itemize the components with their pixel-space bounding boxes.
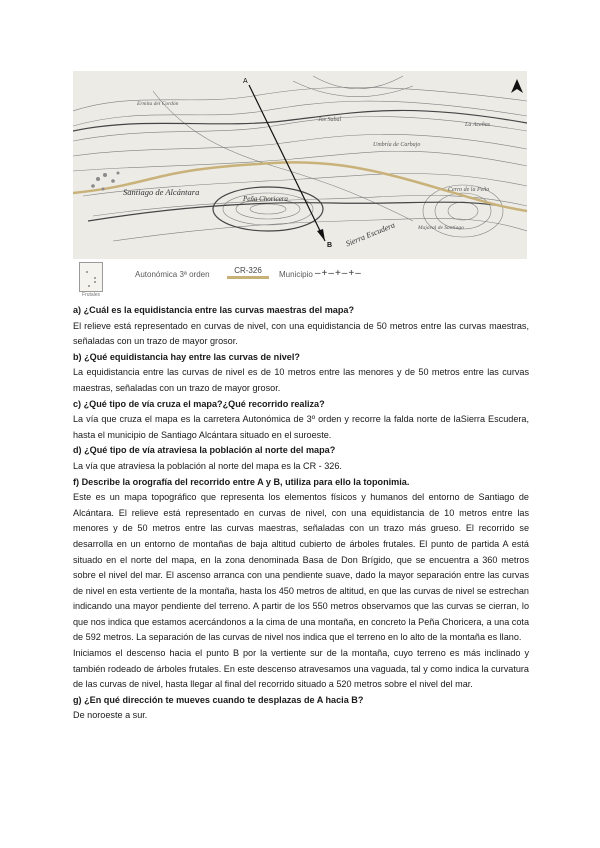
question-d: d) ¿Qué tipo de vía atraviesa la población al norte del mapa? <box>73 445 336 456</box>
answer-g: De noroeste a sur. <box>73 710 148 721</box>
autonomica-label: Autonómica 3ª orden <box>135 270 210 279</box>
question-f: f) Describe la orografía del recorrido entre A y B, utiliza para ello la toponimia. <box>73 476 410 487</box>
municipio-symbol: –+–+–+– <box>315 268 362 279</box>
answer-a: El relieve está representado en curvas de nivel, con una equidistancia de 50 metros entre las curvas maestras, señaladas con un trazo de mayor grosor. <box>73 320 529 347</box>
map-small-label: Ermita del Cordón <box>137 101 179 107</box>
pena-label: Peña Choricera <box>243 195 288 203</box>
sierra-label: Sierra Escudera <box>344 220 397 249</box>
question-b: b) ¿Qué equidistancia hay entre las curvas de nivel? <box>73 351 300 362</box>
map-small-label: Majaval de Santiago <box>418 225 464 231</box>
answer-f-paragraph-2: Iniciamos el descenso hacia el punto B por la vertiente sur de la montaña, cuyo terreno es más inclinado y también rodeado de árboles frutales. En este descenso atravesamos una vaguada, tal y como indica la curvatura de las curvas de nivel, hasta llegar al final del recorrido situado a 520 metros sobre el nivel del mar. <box>73 648 529 690</box>
map-small-label: Cerro de la Peña <box>448 187 490 193</box>
topographic-map <box>73 71 527 259</box>
answer-f-paragraph-1: Este es un mapa topográfico que representa los elementos físicos y humanos del entorno de Santiago de Alcántara. El relieve está representado en curvas de nivel, con una equidistancia de 10 metros entre las menores y de 50 metros entre las curvas maestras, señaladas con un trazo más grueso. El recorrido se desarrolla en un entorno de montañas de baja altitud cubierto de árboles frutales. El punto de partida A está situado en el norte del mapa, en la zona denominada Basa de Don Brígido, que se encuentra a 360 metros sobre el nivel del mar. El ascenso arranca con una pendiente suave, dado la mayor separación entre las curvas de nivel en esta vertiente de la montaña, hasta los 450 metros de altitud, en que las curvas de nivel se estrechan indicando una mayor pendiente del terreno. A partir de los 550 metros observamos que las curvas se cierran, lo que nos indica que estamos acercándonos a la cima de una montaña, en concreto la Peña Choricera, a una cota de 592 metros. La separación de las curvas de nivel nos indica que el terreno en lo alto de la montaña es llano. <box>73 492 529 643</box>
map-small-label: Umbría de Carbajo <box>373 142 421 148</box>
answer-d: La vía que atraviesa la población al norte del mapa es la CR - 326. <box>73 460 342 471</box>
question-a: a) ¿Cuál es la equidistancia entre las curvas maestras del mapa? <box>73 305 355 315</box>
question-c: c) ¿Qué tipo de vía cruza el mapa?¿Qué recorrido realiza? <box>73 398 325 409</box>
answer-b: La equidistancia entre las curvas de nivel es de 10 metros entre las menores y de 50 metros entre las curvas maestras, señaladas con un trazo de mayor grosor. <box>73 367 529 393</box>
point-a-label: A <box>243 78 248 85</box>
town-label: Santiago de Alcántara <box>123 187 200 197</box>
point-b-label: B <box>327 242 333 249</box>
municipio-label: Municipio <box>279 270 313 279</box>
answer-c: La vía que cruza el mapa es la carretera Autonómica de 3º orden y recorre la falda norte de laSierra Escudera, hasta el municipio de Santiago Alcántara situado en el suroeste. <box>73 414 529 440</box>
map-drawing <box>73 71 527 259</box>
frutales-swatch <box>79 262 103 292</box>
map-small-label: La Aceñas <box>465 122 491 128</box>
road-label: CR-326 <box>227 266 269 279</box>
question-g: g) ¿En qué dirección te mueves cuando te desplazas de A hacia B? <box>73 694 364 705</box>
map-small-label: Jos Sabal <box>318 117 342 123</box>
map-legend <box>73 260 527 300</box>
frutales-label: Frutales <box>82 292 101 298</box>
qa-content <box>73 303 529 724</box>
